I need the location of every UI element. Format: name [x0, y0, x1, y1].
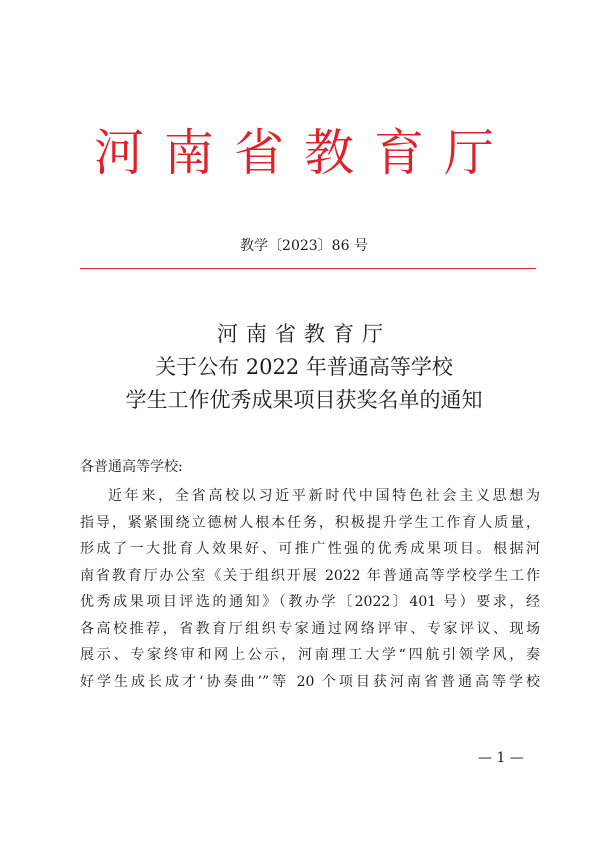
body-line: 近年来，全省高校以习近平新时代中国特色社会主义思想为 — [108, 488, 540, 504]
document-number: 教学〔2023〕86 号 — [240, 238, 368, 254]
body-line: 各高校推荐，省教育厅组织专家通过网络评审、专家评议、现场 — [80, 620, 540, 637]
body-line: 指导，紧紧围绕立德树人根本任务，积极提升学生工作育人质量， — [80, 514, 540, 531]
page-number: — 1 — — [478, 750, 524, 766]
body-text — [80, 483, 540, 695]
body-line: 展示、专家终审和网上公示，河南理工大学“四航引领学风，奏 — [80, 647, 540, 663]
title-line-agency: 河南省教育厅 — [217, 322, 391, 346]
red-divider-line — [80, 268, 536, 269]
body-line: 形成了一大批育人效果好、可推广性强的优秀成果项目。根据河 — [80, 541, 540, 557]
body-line: 好学生成长成才‘协奏曲’”等 20 个项目获河南省普通高等学校 — [80, 673, 540, 690]
document-title — [0, 318, 608, 417]
salutation: 各普通高等学校: — [80, 459, 183, 475]
title-line-subject: 关于公布 2022 年普通高等学校 — [155, 355, 453, 379]
title-line-topic: 学生工作优秀成果项目获奖名单的通知 — [125, 388, 483, 412]
agency-header: 河南省教育厅 — [94, 124, 514, 182]
body-line: 南省教育厅办公室《关于组织开展 2022 年普通高等学校学生工作 — [80, 567, 540, 584]
body-line: 优秀成果项目评选的通知》（教办学〔2022〕401 号）要求，经 — [80, 594, 540, 610]
